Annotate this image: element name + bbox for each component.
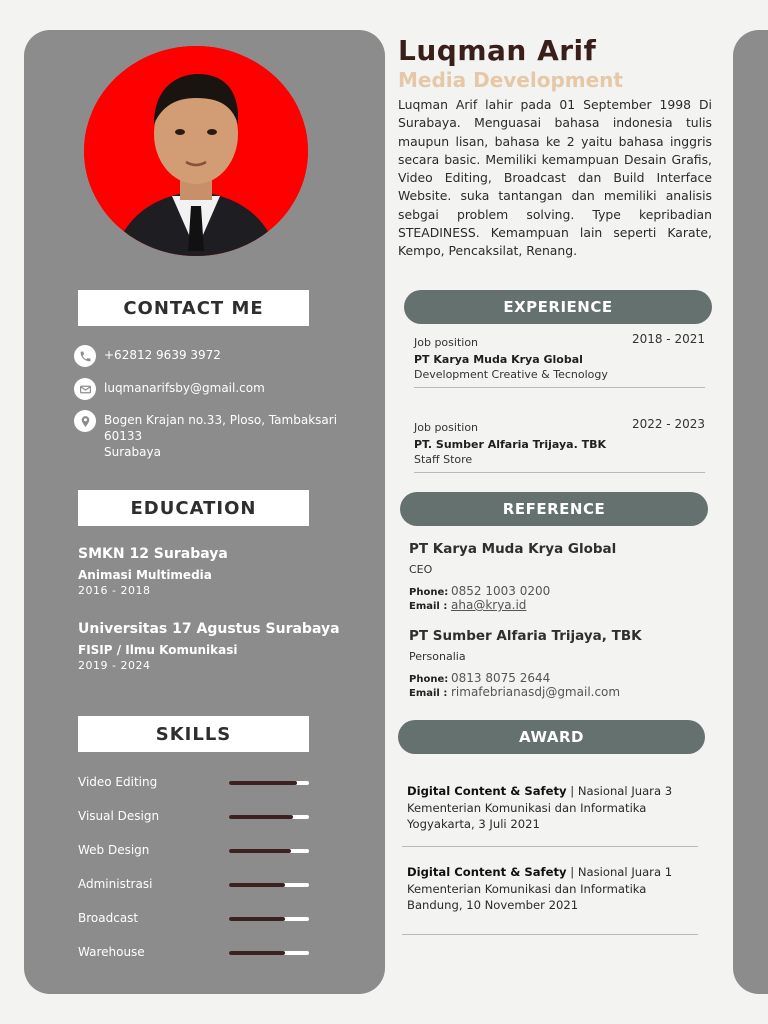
person-role: Media Development (398, 68, 623, 92)
skill-fill (229, 951, 285, 955)
experience-item (414, 332, 705, 388)
reference-position: Personalia (409, 650, 466, 663)
skill-fill (229, 917, 285, 921)
skill-row (78, 809, 309, 825)
skill-label: Visual Design (78, 809, 160, 823)
award-rank: | Nasional Juara 3 (566, 784, 673, 798)
reference-item (409, 628, 709, 699)
skill-bar (229, 951, 309, 955)
award-place-date: Yogyakarta, 3 Juli 2021 (407, 817, 540, 831)
skills-heading: SKILLS (78, 716, 309, 752)
skill-label: Web Design (78, 843, 150, 857)
job-label: Job position (414, 421, 479, 434)
skill-fill (229, 781, 297, 785)
email-text[interactable]: luqmanarifsby@gmail.com (104, 381, 265, 395)
award-org: Kementerian Komunikasi dan Informatika (407, 881, 647, 896)
reference-company: PT Sumber Alfaria Trijaya, TBK (409, 628, 642, 644)
person-portrait-icon (84, 46, 308, 256)
skill-row (78, 945, 309, 961)
skill-fill (229, 815, 293, 819)
skill-label: Administrasi (78, 877, 153, 891)
skill-bar (229, 883, 309, 887)
skill-row (78, 877, 309, 893)
reference-email[interactable]: rimafebrianasdj@gmail.com (451, 685, 621, 699)
skill-row (78, 843, 309, 859)
divider (402, 846, 698, 847)
award-item (407, 783, 697, 833)
phone-key: Phone: (409, 587, 449, 598)
phone-icon (74, 345, 96, 367)
skill-row (78, 911, 309, 927)
job-years: 2018 - 2021 (631, 332, 705, 346)
address-line-3: Surabaya (104, 445, 161, 459)
email-key: Email : (409, 688, 448, 699)
job-years: 2022 - 2023 (631, 417, 705, 431)
education-item (78, 546, 228, 597)
job-company: PT. Sumber Alfaria Trijaya. TBK (414, 438, 607, 451)
job-company: PT Karya Muda Krya Global (414, 353, 583, 366)
skill-bar (229, 815, 309, 819)
award-heading: AWARD (398, 720, 705, 754)
address-line-2: 60133 (104, 429, 143, 443)
award-item (407, 864, 697, 914)
education-school: SMKN 12 Surabaya (78, 546, 228, 562)
location-pin-icon (74, 410, 96, 432)
skill-label: Video Editing (78, 775, 158, 789)
job-title: Staff Store (414, 453, 473, 466)
award-title: Digital Content & Safety (407, 865, 567, 879)
contact-email (74, 378, 265, 400)
next-page-edge (733, 30, 768, 994)
contact-phone (74, 345, 221, 367)
skill-bar (229, 849, 309, 853)
skill-bar (229, 917, 309, 921)
skill-label: Broadcast (78, 911, 139, 925)
skill-fill (229, 849, 291, 853)
reference-position: CEO (409, 563, 433, 576)
award-org: Kementerian Komunikasi dan Informatika (407, 800, 647, 815)
reference-phone: 0852 1003 0200 (451, 584, 551, 598)
reference-phone: 0813 8075 2644 (451, 671, 551, 685)
reference-item (409, 541, 709, 612)
education-major: FISIP / Ilmu Komunikasi (78, 643, 238, 657)
mail-icon (74, 378, 96, 400)
education-major: Animasi Multimedia (78, 568, 212, 582)
contact-address (74, 410, 337, 460)
profile-photo (84, 46, 308, 256)
skill-label: Warehouse (78, 945, 145, 959)
email-key: Email : (409, 601, 448, 612)
bio-paragraph: Luqman Arif lahir pada 01 September 1998 Di Surabaya. Menguasai bahasa indonesia tulis maupun lisan, bahasa ke 2 yaitu bahasa inggris secara basic. Memiliki kemampuan Desain Grafis, Video Editing, Broadcast dan Build Interface Website. suka tantangan dan memiliki analisis sebgai problem solving. Type kepribadian STEADINESS. Kemampuan lain seperti Karate, Kempo, Pencaksilat, Renang. (398, 97, 712, 259)
education-school: Universitas 17 Agustus Surabaya (78, 621, 340, 637)
skill-bar (229, 781, 309, 785)
education-item (78, 621, 340, 672)
job-label: Job position (414, 336, 479, 349)
experience-heading: EXPERIENCE (404, 290, 712, 324)
reference-company: PT Karya Muda Krya Global (409, 541, 617, 557)
job-title: Development Creative & Tecnology (414, 368, 608, 381)
person-name: Luqman Arif (398, 34, 597, 67)
education-years: 2019 - 2024 (78, 659, 151, 672)
reference-heading: REFERENCE (400, 492, 708, 526)
contact-heading: CONTACT ME (78, 290, 309, 326)
phone-text: +62812 9639 3972 (104, 348, 221, 362)
experience-item (414, 417, 705, 473)
education-years: 2016 - 2018 (78, 584, 151, 597)
address-line-1: Bogen Krajan no.33, Ploso, Tambaksari (104, 413, 338, 427)
divider (402, 934, 698, 935)
award-rank: | Nasional Juara 1 (566, 865, 673, 879)
award-place-date: Bandung, 10 November 2021 (407, 898, 579, 912)
award-title: Digital Content & Safety (407, 784, 567, 798)
skill-row (78, 775, 309, 791)
skill-fill (229, 883, 285, 887)
reference-email[interactable]: aha@krya.id (451, 598, 527, 612)
phone-key: Phone: (409, 674, 449, 685)
education-heading: EDUCATION (78, 490, 309, 526)
